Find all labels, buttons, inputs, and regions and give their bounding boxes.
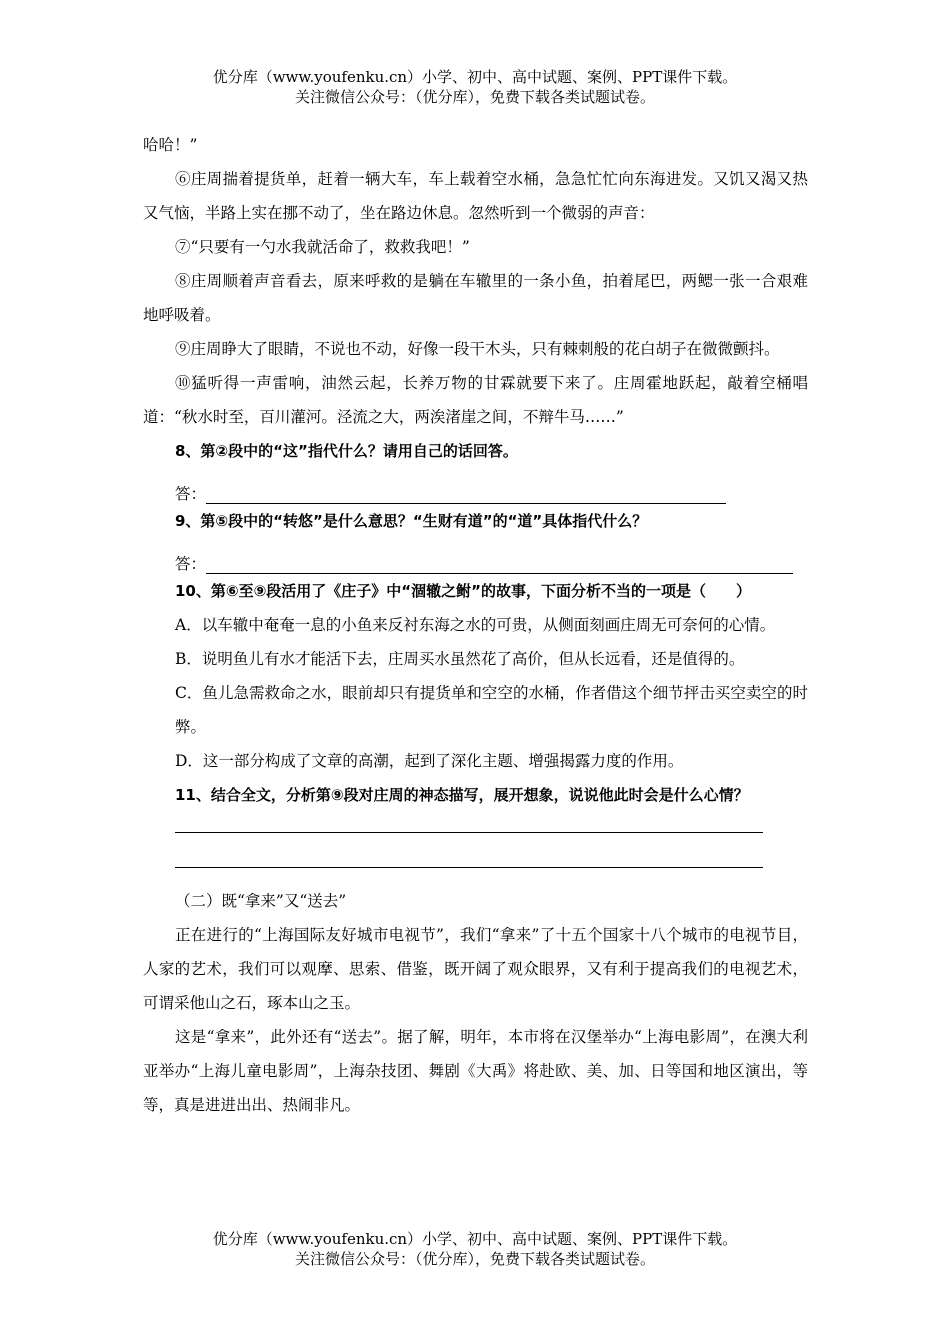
answer-8-row <box>143 468 808 504</box>
answer-9-blank[interactable] <box>206 553 793 574</box>
footer-line-2: 关注微信公众号：（优分库），免费下载各类试题试卷。 <box>294 1250 655 1268</box>
paragraph-8: ⑧庄周顺着声音看去，原来呼救的是躺在车辙里的一条小鱼，拍着尾巴，两鳃一张一合艰难地呼吸着。 <box>143 272 808 324</box>
question-11: 11、结合全文，分析第⑨段对庄周的神态描写，展开想象，说说他此时会是什么心情？ <box>175 786 749 804</box>
answer-11-line-1[interactable] <box>175 812 763 833</box>
section-2-paragraph-1: 正在进行的“上海国际友好城市电视节”，我们“拿来”了十五个国家十八个城市的电视节目，人家的艺术，我们可以观摩、思索、借鉴，既开阔了观众眼界，又有利于提高我们的电视艺术，可谓采他山之石，琢本山之玉。 <box>143 926 808 1012</box>
answer-label: 答： <box>175 555 207 573</box>
paragraph-10: ⑩猛听得一声雷响，油然云起，长养万物的甘霖就要下来了。庄周霍地跃起，敲着空桶唱道：“秋水时至，百川灌河。泾流之大，两涘渚崖之间，不辩牛马……” <box>143 374 808 426</box>
option-d[interactable]: D．这一部分构成了文章的高潮，起到了深化主题、增强揭露力度的作用。 <box>175 752 684 770</box>
option-b[interactable]: B．说明鱼儿有水才能活下去，庄周买水虽然花了高价，但从长远看，还是值得的。 <box>175 650 745 668</box>
header-line-1: 优分库（www.youfenku.cn）小学、初中、高中试题、案例、PPT课件下载。 <box>212 68 738 86</box>
page-header <box>0 67 950 107</box>
question-9: 9、第⑤段中的“转悠”是什么意思？“生财有道”的“道”具体指代什么？ <box>175 512 648 530</box>
document-body <box>143 128 808 1122</box>
answer-8-blank[interactable] <box>206 483 726 504</box>
section-2-title: （二）既“拿来”又“送去” <box>175 892 347 910</box>
option-a[interactable]: A．以车辙中奄奄一息的小鱼来反衬东海之水的可贵，从侧面刻画庄周无可奈何的心情。 <box>175 616 776 634</box>
footer-line-1: 优分库（www.youfenku.cn）小学、初中、高中试题、案例、PPT课件下载。 <box>212 1230 738 1248</box>
page-footer <box>0 1229 950 1269</box>
paragraph-6: ⑥庄周揣着提货单，赶着一辆大车，车上载着空水桶，急急忙忙向东海进发。又饥又渴又热又气恼，半路上实在挪不动了，坐在路边休息。忽然听到一个微弱的声音： <box>143 170 808 222</box>
paragraph-9: ⑨庄周睁大了眼睛，不说也不动，好像一段干木头，只有棘刺般的花白胡子在微微颤抖。 <box>175 340 780 358</box>
question-8: 8、第②段中的“这”指代什么？请用自己的话回答。 <box>175 442 518 460</box>
question-10: 10、第⑥至⑨段活用了《庄子》中“涸辙之鲋”的故事，下面分析不当的一项是（ ） <box>175 582 751 600</box>
header-line-2: 关注微信公众号：（优分库），免费下载各类试题试卷。 <box>294 88 655 106</box>
answer-11-line-2[interactable] <box>175 847 763 868</box>
paragraph-7: ⑦“只要有一勺水我就活命了，救救我吧！” <box>175 238 470 256</box>
paragraph-5-end: 哈哈！” <box>143 136 198 154</box>
section-2-paragraph-2: 这是“拿来”，此外还有“送去”。据了解，明年，本市将在汉堡举办“上海电影周”，在澳大利亚举办“上海儿童电影周”，上海杂技团、舞剧《大禹》将赴欧、美、加、日等国和地区演出，等等，真是进进出出、热闹非凡。 <box>143 1028 808 1114</box>
option-c[interactable]: C．鱼儿急需救命之水，眼前却只有提货单和空空的水桶，作者借这个细节抨击买空卖空的时弊。 <box>175 684 808 736</box>
answer-label: 答： <box>175 485 207 503</box>
answer-9-row <box>143 538 808 574</box>
